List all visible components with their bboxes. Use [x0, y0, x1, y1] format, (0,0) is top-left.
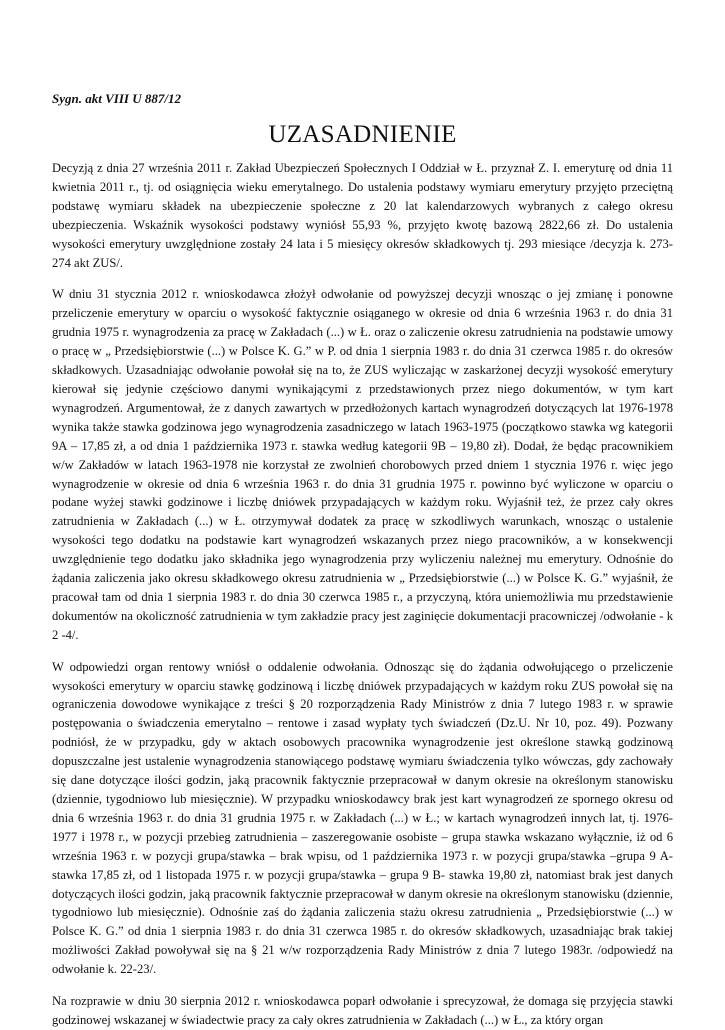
paragraph-response: W odpowiedzi organ rentowy wniósł o oddalenie odwołania. Odnosząc się do żądania odwołującego o przeliczenie wysokości emerytury w oparciu stawkę godzinową i liczbę dniówek przypadających w każdym roku ZUS powołał się na ograniczenia dowodowe wynikające z treści § 20 rozporządzenia Rady Ministrów z dnia 7 lutego 1983 r. w sprawie postępowania o świadczenia emerytalno – rentowe i zasad wypłaty tych świadczeń (Dz.U. Nr 10, poz. 49). Pozwany podniósł, że w przypadku, gdy w aktach osobowych pracownika wynagrodzenie jest określone stawką godzinową dopuszczalne jest ustalenie wynagrodzenia stanowiącego podstawę wymiaru świadczenia tylko wówczas, gdy zachowały się dane dotyczące ilości godzin, jaką pracownik faktycznie przepracował w danym okresie na określonym stanowisku (dziennie, tygodniowo lub miesięcznie). W przypadku wnioskodawcy brak jest kart wynagrodzeń ze spornego okresu od dnia 6 września 1963 r. do dnia 31 grudnia 1975 r. w Zakładach (...) w Ł.; w kartach wynagrodzeń innych lat, tj. 1976-1977 i 1978 r., w pozycji przebieg zatrudnienia – zaszeregowanie osobiste – grupa stawka wskazano wyłącznie, iż od 6 września 1963 r. w pozycji grupa/stawka – brak wpisu, od 1 października 1973 r. w pozycji grupa/stawka –grupa 9 A- stawka 17,85 zł, od 1 listopada 1975 r. w pozycji grupa/stawka – grupa 9 B- stawka 19,80 zł, natomiast brak jest danych dotyczących ilości godzin, jaką pracownik faktycznie przepracował w danym okresie na określonym stanowisku (dziennie, tygodniowo lub miesięcznie). Odnośnie zaś do żądania zaliczenia stażu okresu zatrudnienia „ Przedsiębiorstwie (...) w Polsce K. G.” od dnia 1 sierpnia 1983 r. do dnia 31 czerwca 1985 r. do okresów składkowych, uzasadniając brak takiej możliwości Zakład powoływał się na § 21 w/w rozporządzenia Rady Ministrów z dnia 7 lutego 1983r. /odpowiedź na odwołanie k. 22-23/.: [52, 659, 673, 977]
paragraph-appeal: W dniu 31 stycznia 2012 r. wnioskodawca złożył odwołanie od powyższej decyzji wnosząc o jej zmianę i ponowne przeliczenie emerytury w oparciu o wysokość faktycznie osiąganego w okresie od dnia 6 września 1963 r. do dnia 31 grudnia 1975 r. wynagrodzenia za pracę w Zakładach (...) w Ł. oraz o zaliczenie okresu zatrudnienia na podstawie umowy o pracę w „ Przedsiębiorstwie (...) w Polsce K. G.” w P. od dnia 1 sierpnia 1983 r. do dnia 31 czerwca 1985 r. do okresów składkowych. Uzasadniając odwołanie powołał się na to, że ZUS wyliczając w zaskarżonej decyzji wysokość emerytury kierował się jedynie częściowo danymi wynikającymi z przedstawionych przez niego dokumentów, w tym kart wynagrodzeń. Argumentował, że z danych zawartych w przedłożonych kartach wynagrodzeń dotyczących lat 1976-1978 wynika także stawka godzinowa jego wynagrodzenia zasadniczego w latach 1963-1975 (początkowo stawka wg kategorii 9A – 17,85 zł, a od dnia 1 października 1973 r. stawka według kategorii 9B – 19,80 zł). Dodał, że będąc pracownikiem w/w Zakładów w latach 1963-1978 nie korzystał ze zwolnień chorobowych przed dniem 1 stycznia 1976 r. więc jego wynagrodzenie w okresie od dnia 6 września 1963 r. do dnia 31 grudnia 1975 r. powinno być wyliczone w oparciu o podane wyżej stawki godzinowe i liczbę dniówek przypadających w każdym roku. Wyjaśnił też, że przez cały okres zatrudnienia w Zakładach (...) w Ł. otrzymywał dodatek za pracę w szkodliwych warunkach, wnosząc o ustalenie wysokości tego dodatku na podstawie kart wynagrodzeń wskazanych przez niego pracowników, a w konsekwencji uwzględnienie tego dodatku jako składnika jego wynagrodzenia przy wyliczeniu należnej mu emerytury. Odnośnie do żądania zaliczenia jako okresu składkowego okresu zatrudnienia w „ Przedsiębiorstwie (...) w Polsce K. G.” wyjaśnił, że pracował tam od dnia 1 sierpnia 1983 r. do dnia 30 czerwca 1985 r., a przyczyną, która uniemożliwia mu przedstawienie dokumentów na okoliczność zatrudnienia w tym zakładzie pracy jest zaginięcie dokumentacji pracowniczej /odwołanie - k 2 -4/.: [52, 287, 673, 642]
document-title: UZASADNIENIE: [268, 121, 457, 148]
paragraph-hearing: Na rozprawie w dniu 30 sierpnia 2012 r. wnioskodawca poparł odwołanie i sprecyzował, że domaga się przyjęcia stawki godzinowej wskazanej w świadectwie pracy za cały okres zatrudnienia w Zakładach (...) w Ł., za który organ: [52, 994, 673, 1027]
paragraph-decision: Decyzją z dnia 27 września 2011 r. Zakład Ubezpieczeń Społecznych I Oddział w Ł. przyznał Z. I. emeryturę od dnia 11 kwietnia 2011 r., tj. od osiągnięcia wieku emerytalnego. Do ustalenia podstawy wymiaru emerytury przyjęto przeciętną podstawę wymiaru składek na ubezpieczenie społeczne z 20 lat kalendarzowych wybranych z całego okresu ubezpieczenia. Wskaźnik wysokości podstawy wyniósł 55,93 %, przyjęto kwotę bazową 2822,66 zł. Do ustalenia wysokości emerytury uwzględnione zostały 24 lata i 5 miesięcy okresów składkowych tj. 293 miesiące /decyzja k. 273-274 akt ZUS/.: [52, 161, 673, 270]
case-reference: Sygn. akt VIII U 887/12: [52, 91, 181, 106]
